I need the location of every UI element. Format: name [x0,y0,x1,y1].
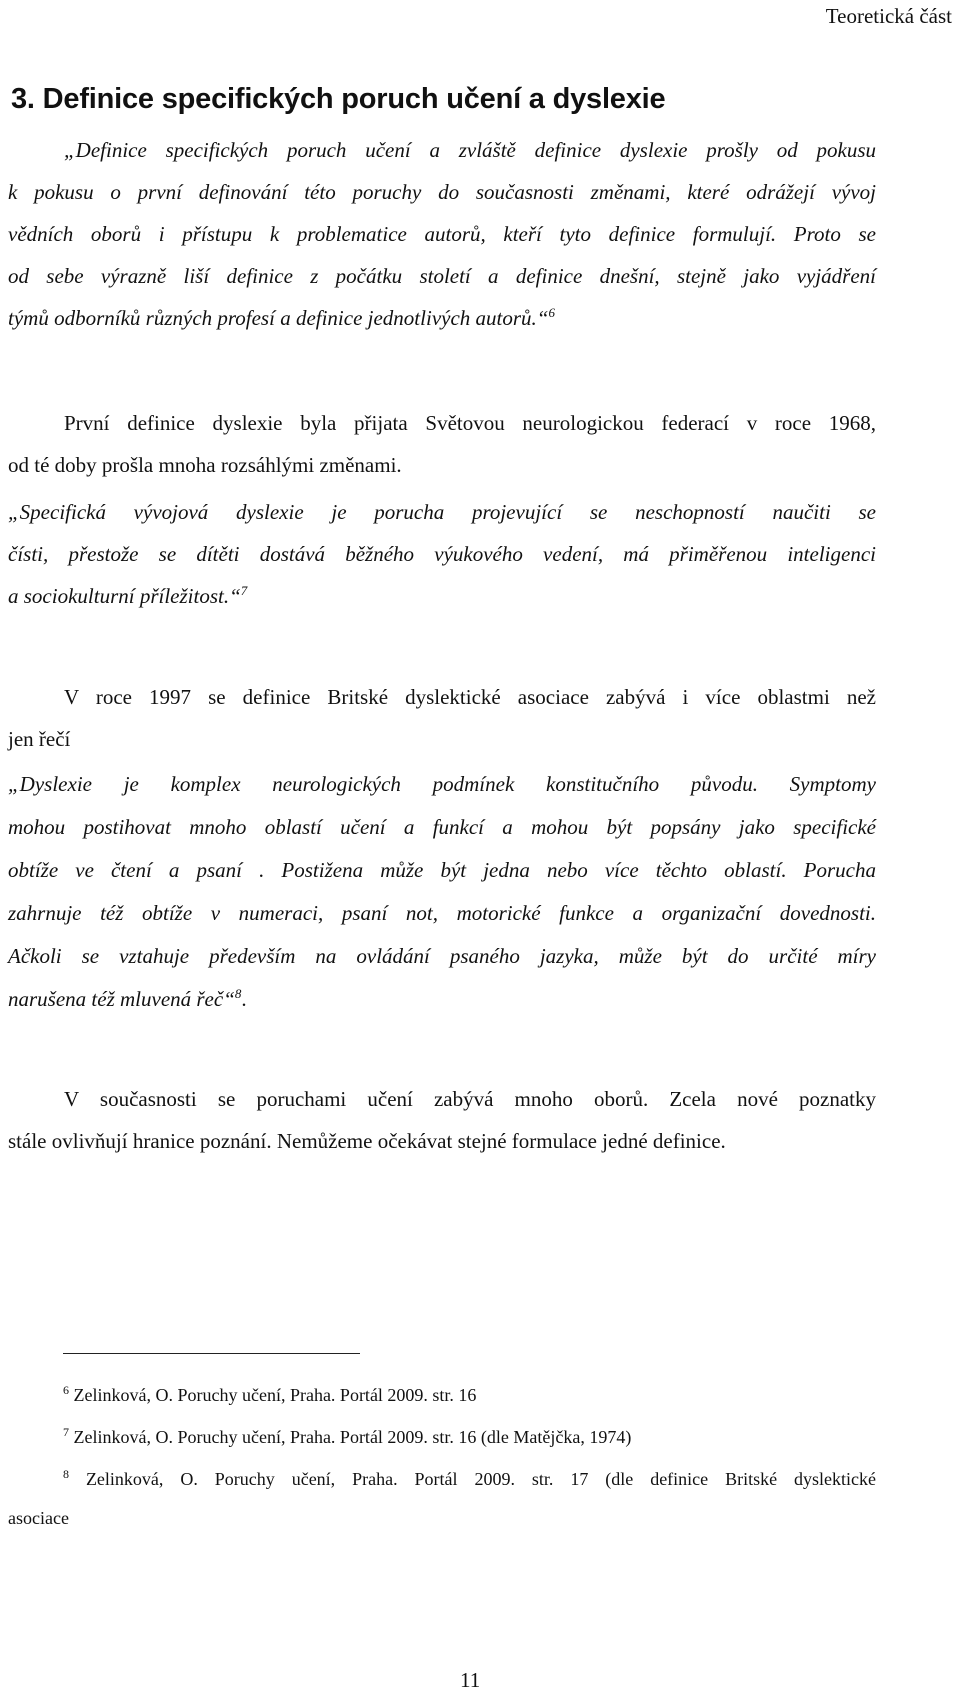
footnote-ref-8[interactable]: 8 [234,986,242,1001]
footnote-ref-6[interactable]: 6 [548,305,555,320]
text-line: „Specifická vývojová dyslexie je porucha projevující se neschopností naučiti se [8,500,876,524]
text-line: čísti, přestože se dítěti dostává běžného výukového vedení, má přiměřenou inteligenci [8,542,876,566]
text-line: k pokusu o první definování této poruchy do současnosti změnami, které odrážejí vývoj [8,180,876,204]
text-line: mohou postihovat mnoho oblastí učení a funkcí a mohou být popsány jako specifické [8,815,876,839]
text-line: vědních oborů i přístupu k problematice autorů, kteří tyto definice formulují. Proto se [8,222,876,246]
text-line: jen řečí [8,727,71,751]
text-line: V roce 1997 se definice Britské dyslektické asociace zabývá i více oblastmi než [64,685,876,709]
text-line: stále ovlivňují hranice poznání. Nemůžeme očekávat stejné formulace jedné definice. [8,1129,726,1153]
text-line: a sociokulturní příležitost.“$^7$ [8,583,248,608]
footnote-8-continuation: asociace [8,1508,69,1528]
text-line: „Dyslexie je komplex neurologických podmínek konstitučního původu. Symptomy [8,772,876,796]
text-line: „Definice specifických poruch učení a zvláště definice dyslexie prošly od pokusu [64,138,876,162]
running-header: Teoretická část [825,4,952,28]
footnote-ref-7[interactable]: 7 [240,583,248,598]
footnote-8: $^8$ Zelinková, O. Poruchy učení, Praha. Portál 2009. str. 17 (dle definice Britské dyslektické [63,1467,876,1489]
chapter-heading: 3. Definice specifických poruch učení a dyslexie [11,83,666,115]
footnote-6: $^6$ Zelinková, O. Poruchy učení, Praha. Portál 2009. str. 16 [63,1383,477,1405]
text-line: od sebe výrazně liší definice z počátku století a definice dnešní, stejně jako vyjádření [8,264,876,288]
text-line: První definice dyslexie byla přijata Světovou neurologickou federací v roce 1968, [64,411,876,435]
text-line: zahrnuje též obtíže v numeraci, psaní not, motorické funkce a organizační dovednosti. [8,901,876,925]
text-line: týmů odborníků různých profesí a definice jednotlivých autorů.“$^6$ [8,305,555,330]
footnote-7: $^7$ Zelinková, O. Poruchy učení, Praha. Portál 2009. str. 16 (dle Matějčka, 1974) [63,1425,632,1447]
text-line: narušena též mluvená řeč“$^8$. [8,986,247,1011]
page-number: 11 [460,1668,481,1692]
text-line: obtíže ve čtení a psaní . Postižena může být jedna nebo více těchto oblastí. Porucha [8,858,876,882]
text-line: Ačkoli se vztahuje především na ovládání psaného jazyka, může být do určité míry [8,944,876,968]
footnote-separator [63,1353,360,1354]
text-line: od té doby prošla mnoha rozsáhlými změnami. [8,453,402,477]
text-line: V současnosti se poruchami učení zabývá mnoho oborů. Zcela nové poznatky [64,1087,876,1111]
